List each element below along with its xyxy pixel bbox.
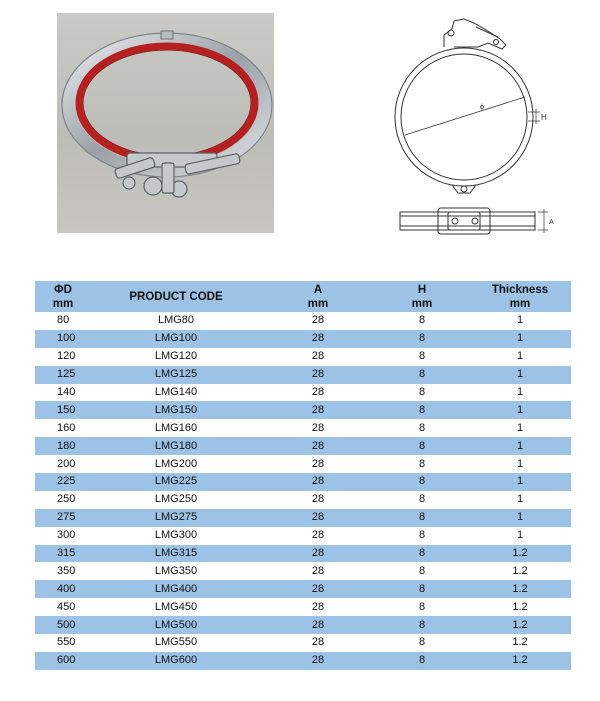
- table-row: [35, 652, 571, 670]
- cell-thickness: 1: [516, 314, 524, 327]
- table-row: [35, 348, 571, 366]
- table-row: [35, 473, 571, 491]
- cell-h: 8: [418, 439, 426, 452]
- header-a-unit: mm: [307, 297, 329, 310]
- cell-product-code: LMG400: [154, 582, 198, 595]
- cell-thickness: 1: [516, 475, 524, 488]
- cell-a: 28: [311, 618, 325, 631]
- table-header-row: [35, 281, 571, 312]
- table-row: [35, 312, 571, 330]
- header-h: [375, 281, 469, 312]
- clamp-dimension-diagram: [388, 17, 558, 239]
- table-row: [35, 437, 571, 455]
- cell-h: 8: [418, 493, 426, 506]
- cell-diameter: 100: [57, 332, 76, 345]
- table-row: [35, 598, 571, 616]
- cell-thickness: 1: [516, 439, 524, 452]
- table-row: [35, 419, 571, 437]
- cell-product-code: LMG550: [154, 636, 198, 649]
- cell-diameter: 450: [57, 600, 76, 613]
- cell-diameter: 125: [57, 368, 76, 381]
- cell-diameter: 250: [57, 493, 76, 506]
- cell-thickness: 1: [516, 511, 524, 524]
- cell-product-code: LMG250: [154, 493, 198, 506]
- cell-a: 28: [311, 636, 325, 649]
- cell-h: 8: [418, 475, 426, 488]
- cell-diameter: 350: [57, 564, 76, 577]
- cell-a: 28: [311, 547, 325, 560]
- cell-a: 28: [311, 457, 325, 470]
- specification-table: [35, 281, 571, 670]
- cell-a: 28: [311, 350, 325, 363]
- header-thickness-label: Thickness: [491, 283, 549, 296]
- cell-product-code: LMG100: [154, 332, 198, 345]
- h-dimension-label: H: [541, 113, 547, 122]
- cell-a: 28: [311, 332, 325, 345]
- cell-product-code: LMG125: [154, 368, 198, 381]
- header-a: [261, 281, 375, 312]
- cell-diameter: 200: [57, 457, 76, 470]
- cell-a: 28: [311, 564, 325, 577]
- cell-a: 28: [311, 529, 325, 542]
- cell-h: 8: [418, 511, 426, 524]
- table-row: [35, 545, 571, 563]
- cell-a: 28: [311, 368, 325, 381]
- cell-thickness: 1: [516, 457, 524, 470]
- cell-h: 8: [418, 457, 426, 470]
- header-h-label: H: [417, 283, 427, 296]
- cell-thickness: 1.2: [512, 600, 528, 613]
- cell-h: 8: [418, 314, 426, 327]
- cell-a: 28: [311, 600, 325, 613]
- header-diameter: [35, 281, 91, 312]
- cell-a: 28: [311, 475, 325, 488]
- diameter-label: ϕ: [480, 104, 484, 111]
- cell-diameter: 180: [57, 439, 76, 452]
- cell-h: 8: [418, 386, 426, 398]
- cell-a: 28: [311, 421, 325, 434]
- cell-thickness: 1: [516, 332, 524, 345]
- table-row: [35, 455, 571, 473]
- cell-product-code: LMG450: [154, 600, 198, 613]
- cell-diameter: 600: [57, 654, 76, 667]
- cell-thickness: 1.2: [512, 582, 528, 595]
- cell-product-code: LMG200: [154, 457, 198, 470]
- cell-h: 8: [418, 618, 426, 631]
- cell-product-code: LMG150: [154, 403, 198, 416]
- table-row: [35, 384, 571, 402]
- cell-a: 28: [311, 511, 325, 524]
- cell-h: 8: [418, 368, 426, 381]
- cell-diameter: 140: [57, 386, 76, 398]
- cell-diameter: 120: [57, 350, 76, 363]
- cell-diameter: 80: [57, 314, 70, 327]
- cell-product-code: LMG140: [154, 386, 198, 398]
- table-row: [35, 616, 571, 634]
- table-row: [35, 634, 571, 652]
- cell-a: 28: [311, 386, 325, 398]
- cell-h: 8: [418, 403, 426, 416]
- cell-h: 8: [418, 332, 426, 345]
- cell-diameter: 315: [57, 547, 76, 560]
- cell-diameter: 225: [57, 475, 76, 488]
- technical-drawing: [388, 17, 558, 239]
- cell-h: 8: [418, 421, 426, 434]
- cell-diameter: 500: [57, 618, 76, 631]
- header-thickness: [469, 281, 571, 312]
- header-thickness-unit: mm: [509, 297, 531, 310]
- header-diameter-label: ΦD: [54, 283, 72, 296]
- cell-h: 8: [418, 529, 426, 542]
- cell-diameter: 300: [57, 529, 76, 542]
- table-row: [35, 580, 571, 598]
- cell-thickness: 1: [516, 421, 524, 434]
- cell-a: 28: [311, 493, 325, 506]
- header-a-label: A: [313, 283, 323, 296]
- cell-thickness: 1: [516, 350, 524, 363]
- cell-product-code: LMG500: [154, 618, 198, 631]
- cell-h: 8: [418, 654, 426, 667]
- cell-diameter: 160: [57, 421, 76, 434]
- cell-product-code: LMG350: [154, 564, 198, 577]
- cell-thickness: 1.2: [512, 564, 528, 577]
- cell-product-code: LMG315: [154, 547, 198, 560]
- cell-product-code: LMG160: [154, 421, 198, 434]
- table-row: [35, 330, 571, 348]
- cell-diameter: 275: [57, 511, 76, 524]
- cell-a: 28: [311, 654, 325, 667]
- cell-product-code: LMG80: [157, 314, 195, 327]
- cell-thickness: 1.2: [512, 547, 528, 560]
- table-row: [35, 562, 571, 580]
- table-row: [35, 491, 571, 509]
- cell-h: 8: [418, 582, 426, 595]
- cell-a: 28: [311, 403, 325, 416]
- cell-thickness: 1.2: [512, 636, 528, 649]
- cell-product-code: LMG180: [154, 439, 198, 452]
- cell-thickness: 1: [516, 368, 524, 381]
- cell-a: 28: [311, 314, 325, 327]
- table-row: [35, 509, 571, 527]
- table-row: [35, 366, 571, 384]
- cell-diameter: 400: [57, 582, 76, 595]
- cell-thickness: 1: [516, 529, 524, 542]
- cell-diameter: 550: [57, 636, 76, 649]
- cell-h: 8: [418, 564, 426, 577]
- cell-product-code: LMG120: [154, 350, 198, 363]
- cell-thickness: 1: [516, 403, 524, 416]
- product-photo: [57, 13, 274, 233]
- cell-diameter: 150: [57, 403, 76, 416]
- header-product-code: [91, 281, 261, 312]
- cell-thickness: 1: [516, 386, 524, 398]
- header-h-unit: mm: [411, 297, 433, 310]
- header-product-code-label: PRODUCT CODE: [129, 290, 223, 303]
- cell-product-code: LMG300: [154, 529, 198, 542]
- cell-h: 8: [418, 600, 426, 613]
- cell-product-code: LMG275: [154, 511, 198, 524]
- cell-h: 8: [418, 547, 426, 560]
- cell-product-code: LMG600: [154, 654, 198, 667]
- header-diameter-unit: mm: [52, 297, 74, 310]
- cell-thickness: 1.2: [512, 654, 528, 667]
- cell-a: 28: [311, 439, 325, 452]
- a-dimension-label: A: [549, 219, 554, 226]
- cell-h: 8: [418, 350, 426, 363]
- cell-thickness: 1.2: [512, 618, 528, 631]
- clamp-ring-image: [57, 13, 274, 233]
- cell-h: 8: [418, 636, 426, 649]
- table-row: [35, 527, 571, 545]
- cell-product-code: LMG225: [154, 475, 198, 488]
- cell-a: 28: [311, 582, 325, 595]
- cell-thickness: 1: [516, 493, 524, 506]
- table-row: [35, 401, 571, 419]
